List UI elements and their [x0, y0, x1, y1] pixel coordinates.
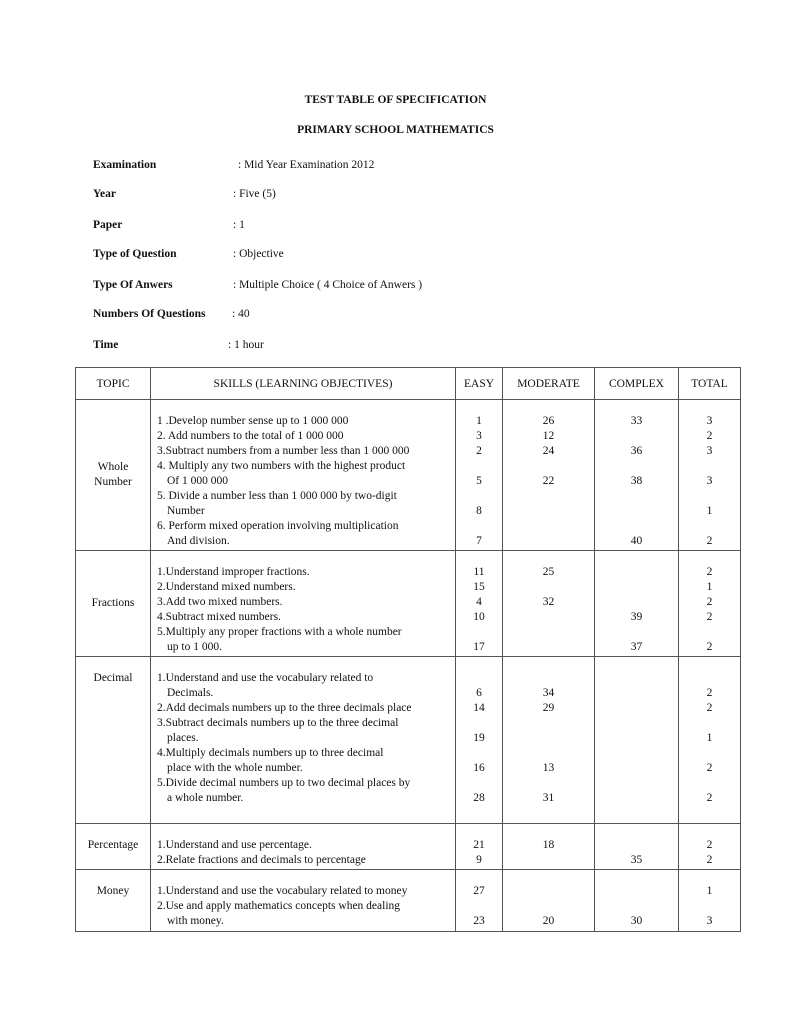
meta-label-time: Time: [93, 339, 119, 351]
topic-cell: [76, 551, 151, 657]
skills-cell: [151, 824, 456, 870]
meta-value-paper: : 1: [233, 219, 245, 231]
total-value: [679, 459, 740, 474]
easy-cell: [456, 824, 503, 870]
meta-value-answer-type: : Multiple Choice ( 4 Choice of Anwers ): [233, 279, 423, 291]
complex-value: 36: [630, 445, 643, 457]
easy-value: [456, 671, 502, 686]
complex-value: [595, 716, 678, 731]
table-row: [76, 551, 741, 657]
header-easy: EASY: [456, 368, 503, 400]
total-cell: [679, 824, 741, 870]
complex-value: [595, 746, 678, 761]
topic-label: Money: [96, 885, 130, 897]
moderate-value: 13: [542, 762, 555, 774]
easy-value: 8: [476, 505, 482, 517]
moderate-value: [503, 716, 594, 731]
meta-value-year: : Five (5): [233, 188, 276, 200]
skill-line: And division.: [167, 535, 230, 547]
easy-value: 10: [473, 611, 485, 623]
total-value: [679, 625, 740, 640]
complex-value: [595, 899, 678, 914]
complex-value: [595, 565, 678, 580]
skill-line: 2.Relate fractions and decimals to percentage: [157, 854, 366, 866]
total-value: [679, 489, 740, 504]
total-value: 2: [706, 611, 713, 623]
skills-cell: [151, 870, 456, 932]
complex-value: [595, 429, 678, 444]
moderate-value: [503, 534, 594, 549]
easy-value: 17: [473, 641, 485, 653]
complex-cell: [595, 551, 679, 657]
easy-value: 4: [476, 596, 482, 608]
easy-value: 9: [476, 854, 482, 866]
topic-cell: [76, 870, 151, 932]
easy-value: [456, 746, 502, 761]
skill-line: 1.Understand and use percentage.: [157, 839, 312, 851]
easy-value: [456, 625, 502, 640]
complex-value: 33: [630, 415, 643, 427]
easy-value: [456, 716, 502, 731]
total-value: 1: [706, 885, 713, 897]
easy-value: [456, 489, 502, 504]
skill-line: 2.Use and apply mathematics concepts when dealing: [157, 900, 401, 912]
total-value: 1: [706, 505, 713, 517]
moderate-cell: [503, 870, 595, 932]
skill-line: 6. Perform mixed operation involving multiplication: [157, 520, 399, 532]
complex-value: [595, 884, 678, 899]
meta-value-examination: : Mid Year Examination 2012: [238, 159, 375, 171]
easy-cell: [456, 400, 503, 551]
total-value: [679, 519, 740, 534]
topic-label: Decimal: [93, 672, 133, 684]
moderate-cell: [503, 551, 595, 657]
moderate-value: [503, 776, 594, 791]
skill-line: 2.Add decimals numbers up to the three decimals place: [157, 702, 412, 714]
table-header-row: [76, 368, 741, 400]
complex-cell: [595, 824, 679, 870]
moderate-value: 20: [542, 915, 555, 927]
moderate-value: 34: [542, 687, 555, 699]
meta-label-question-type: Type of Question: [93, 248, 177, 260]
moderate-value: [503, 580, 594, 595]
meta-label-question-count: Numbers Of Questions: [93, 308, 206, 320]
easy-value: 7: [476, 535, 482, 547]
skill-line: 5.Divide decimal numbers up to two decimal places by: [157, 777, 411, 789]
table-row: [76, 824, 741, 870]
skill-line: place with the whole number.: [167, 762, 303, 774]
complex-value: [595, 701, 678, 716]
moderate-value: [503, 884, 594, 899]
total-value: 2: [706, 687, 713, 699]
moderate-value: [503, 746, 594, 761]
complex-value: 39: [630, 611, 643, 623]
easy-value: 6: [476, 687, 482, 699]
header-skills: SKILLS (LEARNING OBJECTIVES): [151, 368, 456, 400]
total-value: 3: [706, 415, 713, 427]
moderate-value: [503, 459, 594, 474]
complex-value: [595, 595, 678, 610]
meta-label-year: Year: [93, 188, 116, 200]
skill-line: 2. Add numbers to the total of 1 000 000: [157, 430, 344, 442]
moderate-value: [503, 640, 594, 655]
easy-value: 5: [476, 475, 482, 487]
complex-value: [595, 459, 678, 474]
easy-value: 1: [476, 415, 482, 427]
total-value: 2: [706, 566, 713, 578]
total-value: 2: [706, 762, 713, 774]
skill-line: 4.Subtract mixed numbers.: [157, 611, 281, 623]
total-value: 2: [706, 839, 713, 851]
moderate-value: 26: [542, 415, 555, 427]
complex-value: [595, 504, 678, 519]
meta-value-question-type: : Objective: [233, 248, 284, 260]
moderate-cell: [503, 824, 595, 870]
total-value: 2: [706, 702, 713, 714]
moderate-value: 22: [542, 475, 555, 487]
easy-value: 21: [473, 839, 485, 851]
moderate-value: 24: [542, 445, 555, 457]
meta-value-time: : 1 hour: [228, 339, 264, 351]
skill-line: Of 1 000 000: [167, 475, 229, 487]
total-value: 1: [706, 581, 713, 593]
document-title: TEST TABLE OF SPECIFICATION: [304, 94, 487, 106]
skills-cell: [151, 551, 456, 657]
total-value: [679, 746, 740, 761]
complex-value: 35: [630, 854, 643, 866]
moderate-value: [503, 504, 594, 519]
total-value: 2: [706, 641, 713, 653]
header-complex: COMPLEX: [595, 368, 679, 400]
total-cell: [679, 657, 741, 824]
moderate-value: 25: [542, 566, 555, 578]
topic-label: Whole: [97, 461, 129, 473]
table-row: [76, 400, 741, 551]
specification-table: [75, 367, 741, 932]
skill-line: 3.Add two mixed numbers.: [157, 596, 283, 608]
skill-line: 4.Multiply decimals numbers up to three decimal: [157, 747, 384, 759]
moderate-value: [503, 489, 594, 504]
skill-line: 2.Understand mixed numbers.: [157, 581, 296, 593]
skill-line: places.: [167, 732, 199, 744]
meta-label-paper: Paper: [93, 219, 123, 231]
header-topic: TOPIC: [76, 368, 151, 400]
easy-cell: [456, 870, 503, 932]
complex-cell: [595, 870, 679, 932]
complex-value: [595, 686, 678, 701]
easy-value: 15: [473, 581, 485, 593]
skills-cell: [151, 400, 456, 551]
document-subtitle: PRIMARY SCHOOL MATHEMATICS: [297, 124, 494, 136]
topic-label: Fractions: [91, 597, 135, 609]
easy-value: 16: [473, 762, 485, 774]
skill-line: a whole number.: [167, 792, 244, 804]
easy-value: 28: [473, 792, 485, 804]
complex-value: 37: [630, 641, 643, 653]
easy-value: 27: [473, 885, 485, 897]
moderate-value: [503, 899, 594, 914]
total-cell: [679, 870, 741, 932]
complex-value: [595, 731, 678, 746]
skill-line: up to 1 000.: [167, 641, 222, 653]
topic-cell: [76, 657, 151, 824]
total-value: 2: [706, 535, 713, 547]
skill-line: 3.Subtract numbers from a number less than 1 000 000: [157, 445, 410, 457]
skill-line: Number: [167, 505, 205, 517]
moderate-value: [503, 625, 594, 640]
moderate-value: 29: [542, 702, 555, 714]
topic-cell: [76, 824, 151, 870]
table-row: [76, 657, 741, 824]
total-value: 3: [706, 445, 713, 457]
skill-line: 4. Multiply any two numbers with the highest product: [157, 460, 406, 472]
moderate-value: [503, 671, 594, 686]
total-value: [679, 671, 740, 686]
total-value: 1: [706, 732, 713, 744]
total-value: 2: [706, 596, 713, 608]
moderate-value: [503, 519, 594, 534]
complex-value: [595, 519, 678, 534]
moderate-value: 31: [542, 792, 555, 804]
header-moderate: MODERATE: [503, 368, 595, 400]
easy-cell: [456, 657, 503, 824]
complex-value: 40: [630, 535, 643, 547]
moderate-cell: [503, 657, 595, 824]
skill-line: 1 .Develop number sense up to 1 000 000: [157, 415, 349, 427]
total-value: 3: [706, 915, 713, 927]
complex-value: [595, 791, 678, 806]
header-total: TOTAL: [679, 368, 741, 400]
easy-value: [456, 459, 502, 474]
easy-value: 14: [473, 702, 485, 714]
total-value: [679, 899, 740, 914]
moderate-value: 18: [542, 839, 555, 851]
skills-cell: [151, 657, 456, 824]
skill-line: 5.Multiply any proper fractions with a whole number: [157, 626, 402, 638]
complex-value: [595, 625, 678, 640]
complex-value: [595, 776, 678, 791]
moderate-value: [503, 610, 594, 625]
easy-value: [456, 776, 502, 791]
complex-cell: [595, 657, 679, 824]
easy-value: 2: [476, 445, 482, 457]
complex-value: [595, 761, 678, 776]
skill-line: 1.Understand improper fractions.: [157, 566, 310, 578]
complex-value: 30: [630, 915, 643, 927]
total-cell: [679, 551, 741, 657]
complex-value: [595, 838, 678, 853]
easy-value: 23: [473, 915, 485, 927]
moderate-cell: [503, 400, 595, 551]
moderate-value: [503, 731, 594, 746]
skill-line: 1.Understand and use the vocabulary related to money: [157, 885, 408, 897]
easy-value: [456, 519, 502, 534]
complex-value: 38: [630, 475, 643, 487]
easy-value: 19: [473, 732, 485, 744]
complex-value: [595, 580, 678, 595]
meta-label-examination: Examination: [93, 159, 157, 171]
total-value: 3: [706, 475, 713, 487]
complex-cell: [595, 400, 679, 551]
topic-label: Number: [94, 476, 132, 488]
total-value: [679, 716, 740, 731]
easy-value: 11: [473, 566, 485, 578]
topic-label: Percentage: [87, 839, 139, 851]
total-value: 2: [706, 854, 713, 866]
table-row: [76, 870, 741, 932]
complex-value: [595, 489, 678, 504]
skill-line: 1.Understand and use the vocabulary related to: [157, 672, 374, 684]
moderate-value: [503, 853, 594, 868]
topic-cell: [76, 400, 151, 551]
total-cell: [679, 400, 741, 551]
total-value: 2: [706, 792, 713, 804]
skill-line: 3.Subtract decimals numbers up to the three decimal: [157, 717, 399, 729]
skill-line: Decimals.: [167, 687, 214, 699]
meta-value-question-count: : 40: [232, 308, 250, 320]
meta-label-answer-type: Type Of Anwers: [93, 279, 173, 291]
complex-value: [595, 671, 678, 686]
total-value: 2: [706, 430, 713, 442]
moderate-value: 12: [542, 430, 555, 442]
skill-line: 5. Divide a number less than 1 000 000 by two-digit: [157, 490, 397, 502]
easy-value: [456, 899, 502, 914]
easy-cell: [456, 551, 503, 657]
skill-line: with money.: [167, 915, 224, 927]
total-value: [679, 776, 740, 791]
moderate-value: 32: [542, 596, 555, 608]
easy-value: 3: [476, 430, 482, 442]
